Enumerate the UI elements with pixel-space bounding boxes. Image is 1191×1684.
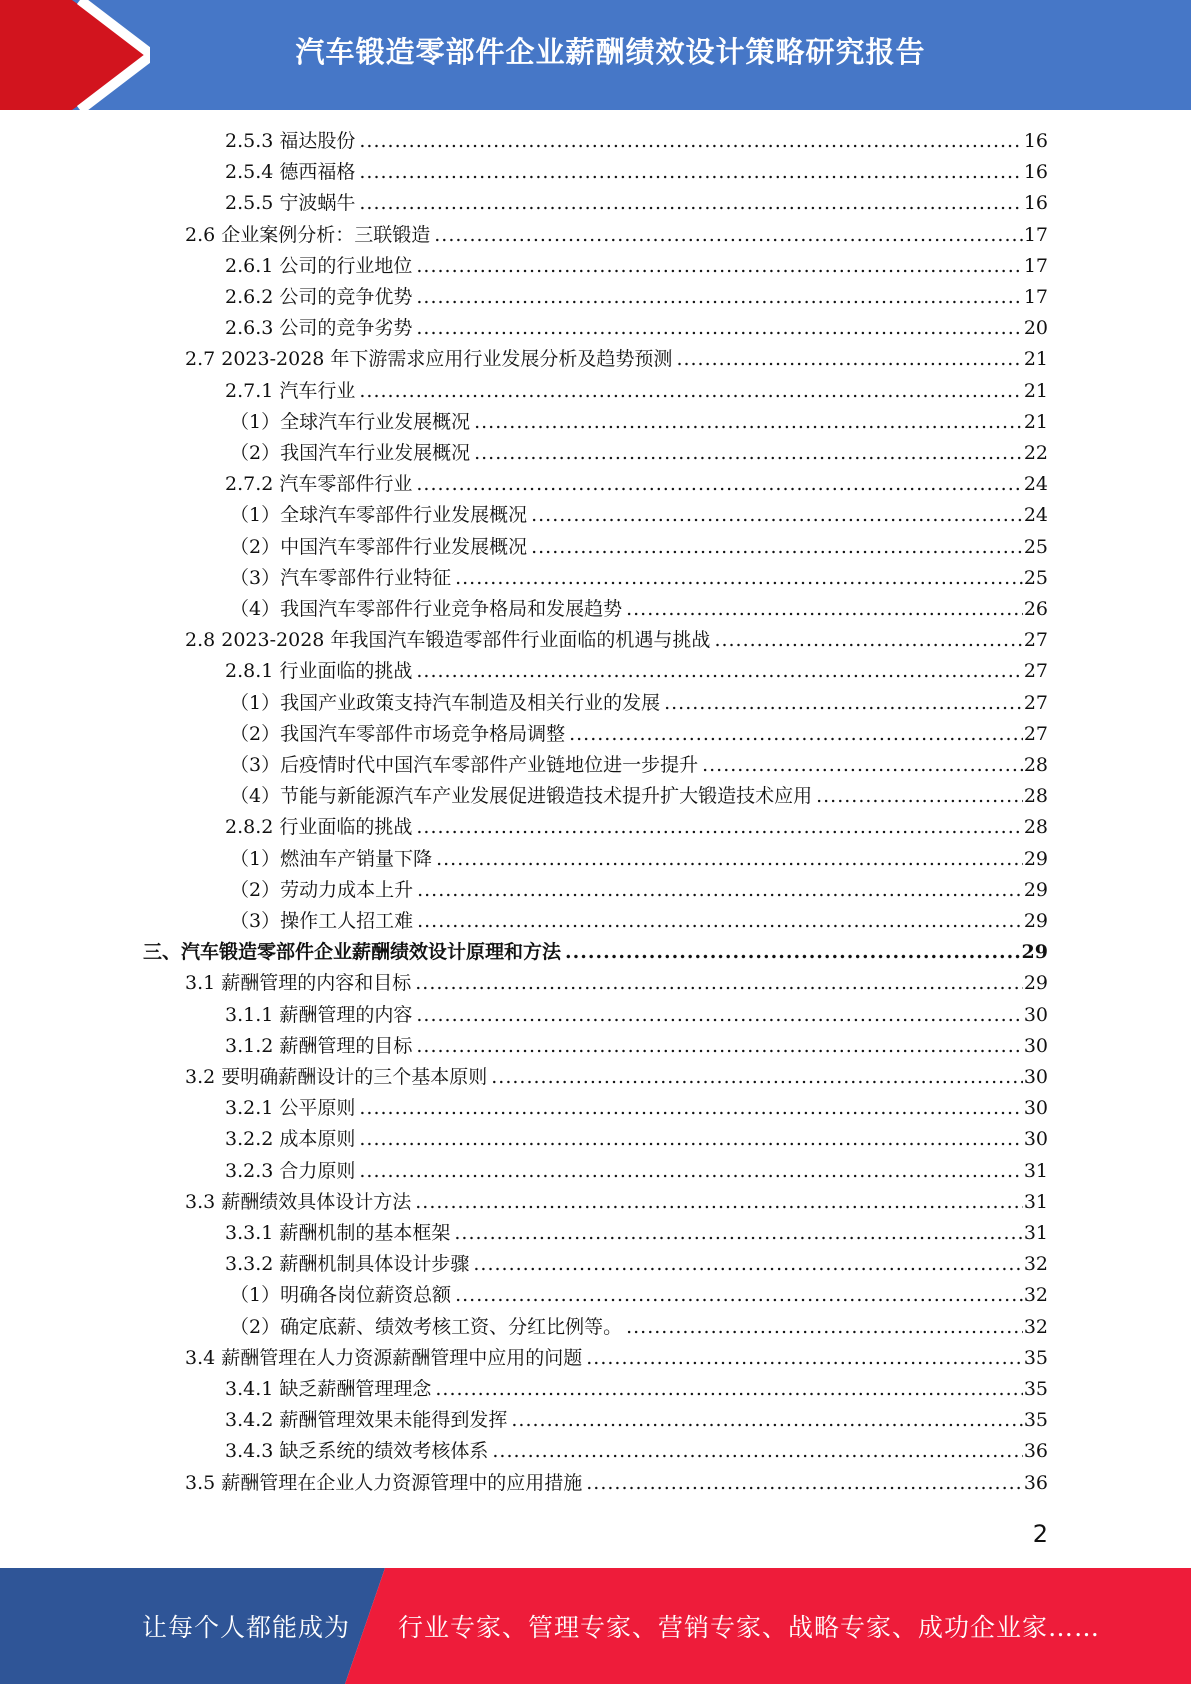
- toc-entry[interactable]: [230, 721, 1048, 747]
- toc-entry-title: 3.3.2 薪酬机制具体设计步骤: [225, 1253, 470, 1276]
- toc-entry-title: 2.8.1 行业面临的挑战: [225, 660, 413, 683]
- toc-dot-leader: [531, 502, 1023, 528]
- page-footer: [0, 1568, 1191, 1684]
- toc-entry-page: 21: [1023, 348, 1048, 371]
- toc-entry[interactable]: [230, 409, 1048, 435]
- toc-dot-leader: [359, 128, 1022, 154]
- toc-entry-title: 3.3.1 薪酬机制的基本框架: [225, 1222, 451, 1244]
- footer-slogan-right: 行业专家、管理专家、营销专家、战略专家、成功企业家……: [398, 1613, 1101, 1642]
- toc-entry[interactable]: [225, 814, 1048, 840]
- toc-entry-title: 2.7 2023-2028 年下游需求应用行业发展分析及趋势预测: [185, 348, 673, 371]
- toc-entry-page: 27: [1023, 691, 1048, 714]
- toc-dot-leader: [569, 721, 1023, 747]
- toc-entry-title: 2.5.4 德西福格: [225, 161, 356, 184]
- toc-entry[interactable]: [225, 159, 1048, 185]
- toc-entry[interactable]: [230, 908, 1048, 934]
- toc-entry-title: （1）明确各岗位薪资总额: [230, 1284, 452, 1307]
- toc-entry[interactable]: [230, 502, 1048, 528]
- toc-entry[interactable]: [225, 1220, 1048, 1246]
- toc-dot-leader: [416, 284, 1022, 310]
- toc-entry[interactable]: [225, 1158, 1048, 1184]
- toc-entry-page: 21: [1023, 410, 1048, 433]
- toc-entry[interactable]: [185, 1064, 1048, 1090]
- toc-entry-title: 2.7.2 汽车零部件行业: [225, 473, 413, 496]
- toc-dot-leader: [586, 1345, 1023, 1371]
- toc-dot-leader: [714, 627, 1022, 653]
- toc-entry-title: 3.4.2 薪酬管理效果未能得到发挥: [225, 1409, 508, 1432]
- toc-entry-page: 36: [1023, 1471, 1048, 1494]
- toc-entry[interactable]: [230, 877, 1048, 903]
- toc-entry-title: 2.5.3 福达股份: [225, 130, 356, 152]
- toc-entry-page: 30: [1023, 1097, 1048, 1120]
- toc-entry-page: 35: [1023, 1378, 1048, 1400]
- toc-entry[interactable]: [185, 627, 1048, 653]
- toc-entry-title: 3.1.1 薪酬管理的内容: [225, 1003, 413, 1026]
- toc-entry-page: 29: [1021, 941, 1048, 964]
- toc-dot-leader: [436, 846, 1023, 872]
- toc-entry-page: 35: [1023, 1409, 1048, 1432]
- toc-entry-title: 三、汽车锻造零部件企业薪酬绩效设计原理和方法: [143, 941, 562, 964]
- toc-entry[interactable]: [230, 534, 1048, 560]
- toc-dot-leader: [416, 253, 1022, 279]
- toc-dot-leader: [664, 690, 1023, 716]
- toc-entry-page: 16: [1023, 161, 1048, 184]
- toc-entry-page: 27: [1023, 629, 1048, 652]
- toc-entry-title: （3）操作工人招工难: [230, 910, 414, 932]
- toc-entry-page: 17: [1023, 254, 1048, 277]
- toc-entry[interactable]: [185, 970, 1048, 996]
- toc-entry-page: 16: [1023, 130, 1048, 152]
- toc-dot-leader: [491, 1064, 1023, 1090]
- toc-entry-title: （2）中国汽车零部件行业发展概况: [230, 535, 528, 558]
- toc-entry-page: 32: [1023, 1284, 1048, 1307]
- toc-entry[interactable]: [185, 222, 1048, 248]
- toc-entry-page: 17: [1023, 223, 1048, 246]
- toc-entry[interactable]: [225, 284, 1048, 310]
- toc-entry[interactable]: [230, 440, 1048, 466]
- toc-dot-leader: [415, 1189, 1023, 1215]
- toc-entry-page: 25: [1023, 566, 1048, 589]
- toc-entry[interactable]: [225, 190, 1048, 216]
- toc-dot-leader: [626, 1314, 1023, 1340]
- toc-dot-leader: [531, 534, 1023, 560]
- toc-entry-title: （1）燃油车产销量下降: [230, 847, 433, 870]
- toc-dot-leader: [417, 908, 1023, 934]
- toc-entry-title: 3.4.3 缺乏系统的绩效考核体系: [225, 1440, 489, 1463]
- toc-dot-leader: [415, 970, 1023, 996]
- toc-entry[interactable]: [225, 1438, 1048, 1464]
- toc-entry-page: 28: [1023, 816, 1048, 839]
- toc-dot-leader: [359, 159, 1022, 185]
- toc-entry[interactable]: [225, 658, 1048, 684]
- toc-dot-leader: [416, 315, 1022, 341]
- toc-entry[interactable]: [185, 346, 1048, 372]
- toc-dot-leader: [586, 1470, 1023, 1496]
- toc-entry-page: 29: [1023, 972, 1048, 995]
- toc-entry-page: 31: [1023, 1159, 1048, 1182]
- toc-entry[interactable]: [225, 1095, 1048, 1121]
- toc-entry[interactable]: [230, 596, 1048, 622]
- toc-entry-page: 31: [1023, 1222, 1048, 1244]
- toc-dot-leader: [474, 440, 1023, 466]
- toc-entry-title: （4）我国汽车零部件行业竞争格局和发展趋势: [230, 598, 623, 620]
- toc-entry-title: 2.8 2023-2028 年我国汽车锻造零部件行业面临的机遇与挑战: [185, 629, 711, 652]
- toc-entry[interactable]: [225, 128, 1048, 154]
- toc-entry-page: 36: [1023, 1440, 1048, 1463]
- toc-entry-page: 30: [1023, 1003, 1048, 1026]
- toc-entry-page: 29: [1023, 910, 1048, 932]
- toc-entry-title: （1）全球汽车零部件行业发展概况: [230, 504, 528, 527]
- toc-entry-title: （3）后疫情时代中国汽车零部件产业链地位进一步提升: [230, 754, 699, 776]
- toc-dot-leader: [626, 596, 1023, 622]
- toc-dot-leader: [676, 346, 1022, 372]
- toc-entry[interactable]: [225, 1407, 1048, 1433]
- report-title: 汽车锻造零部件企业薪酬绩效设计策略研究报告: [295, 34, 926, 69]
- toc-entry-title: （4）节能与新能源汽车产业发展促进锻造技术提升扩大锻造技术应用: [230, 785, 813, 808]
- toc-dot-leader: [359, 378, 1022, 404]
- toc-entry-title: 2.6 企业案例分析：三联锻造: [185, 223, 431, 246]
- toc-entry-page: 16: [1023, 192, 1048, 215]
- toc-entry[interactable]: [225, 1376, 1048, 1402]
- toc-dot-leader: [565, 939, 1021, 965]
- toc-entry[interactable]: [185, 1189, 1048, 1215]
- header-arrow-decoration: [0, 0, 150, 110]
- toc-entry[interactable]: [225, 1002, 1048, 1028]
- toc-entry-page: 32: [1023, 1253, 1048, 1276]
- toc-entry-page: 30: [1023, 1066, 1048, 1088]
- toc-entry-title: 2.6.2 公司的竞争优势: [225, 286, 413, 308]
- toc-entry-title: 3.2 要明确薪酬设计的三个基本原则: [185, 1066, 488, 1088]
- toc-dot-leader: [416, 658, 1022, 684]
- toc-entry[interactable]: [143, 939, 1048, 965]
- toc-dot-leader: [417, 877, 1023, 903]
- toc-entry-page: 28: [1023, 785, 1048, 808]
- toc-entry[interactable]: [230, 783, 1048, 809]
- toc-entry[interactable]: [230, 690, 1048, 716]
- toc-entry[interactable]: [230, 1282, 1048, 1308]
- page-number: 2: [1032, 1520, 1048, 1548]
- toc-entry-title: （2）我国汽车行业发展概况: [230, 442, 471, 464]
- toc-dot-leader: [359, 1095, 1022, 1121]
- toc-entry-title: 3.2.2 成本原则: [225, 1128, 356, 1151]
- toc-entry-title: 3.2.3 合力原则: [225, 1159, 356, 1182]
- toc-entry-page: 29: [1023, 878, 1048, 901]
- toc-entry-title: 3.5 薪酬管理在企业人力资源管理中的应用措施: [185, 1471, 583, 1494]
- toc-entry[interactable]: [225, 378, 1048, 404]
- toc-dot-leader: [455, 1282, 1023, 1308]
- toc-entry-title: 3.1 薪酬管理的内容和目标: [185, 972, 412, 995]
- toc-dot-leader: [435, 1376, 1022, 1402]
- toc-dot-leader: [359, 190, 1022, 216]
- toc-dot-leader: [359, 1158, 1022, 1184]
- toc-entry-title: （2）确定底薪、绩效考核工资、分红比例等。: [230, 1315, 623, 1338]
- toc-entry[interactable]: [185, 1470, 1048, 1496]
- toc-entry[interactable]: [225, 253, 1048, 279]
- toc-entry-page: 27: [1023, 660, 1048, 683]
- toc-entry[interactable]: [225, 471, 1048, 497]
- toc-entry-title: 2.5.5 宁波蜗牛: [225, 192, 356, 215]
- toc-entry-title: 3.3 薪酬绩效具体设计方法: [185, 1190, 412, 1213]
- toc-entry-page: 30: [1023, 1128, 1048, 1151]
- toc-dot-leader: [816, 783, 1023, 809]
- toc-entry-page: 20: [1023, 317, 1048, 340]
- toc-entry-page: 29: [1023, 847, 1048, 870]
- toc-entry[interactable]: [225, 1126, 1048, 1152]
- toc-entry-title: 2.8.2 行业面临的挑战: [225, 816, 413, 839]
- toc-entry-page: 28: [1023, 754, 1048, 776]
- toc-entry-title: 2.7.1 汽车行业: [225, 379, 356, 402]
- toc-entry[interactable]: [225, 315, 1048, 341]
- toc-dot-leader: [416, 814, 1022, 840]
- toc-entry-page: 35: [1023, 1346, 1048, 1369]
- toc-entry-page: 21: [1023, 379, 1048, 402]
- toc-dot-leader: [359, 1126, 1022, 1152]
- toc-entry-title: 2.6.1 公司的行业地位: [225, 254, 413, 277]
- toc-entry-title: 3.1.2 薪酬管理的目标: [225, 1034, 413, 1057]
- toc-entry[interactable]: [230, 752, 1048, 778]
- toc-entry-title: 3.2.1 公平原则: [225, 1097, 356, 1120]
- toc-dot-leader: [474, 409, 1023, 435]
- toc-dot-leader: [702, 752, 1023, 778]
- toc-entry-title: （3）汽车零部件行业特征: [230, 566, 452, 589]
- toc-dot-leader: [434, 222, 1023, 248]
- toc-entry[interactable]: [225, 1251, 1048, 1277]
- toc-entry-title: （1）我国产业政策支持汽车制造及相关行业的发展: [230, 691, 661, 714]
- toc-entry[interactable]: [225, 1033, 1048, 1059]
- header-red-arrow: [0, 0, 150, 110]
- toc-entry[interactable]: [230, 846, 1048, 872]
- toc-entry-page: 31: [1023, 1190, 1048, 1213]
- toc-entry-title: 3.4.1 缺乏薪酬管理理念: [225, 1378, 432, 1400]
- toc-entry-page: 26: [1023, 598, 1048, 620]
- toc-entry[interactable]: [185, 1345, 1048, 1371]
- toc-entry-title: （2）我国汽车零部件市场竞争格局调整: [230, 722, 566, 745]
- toc-dot-leader: [416, 1002, 1022, 1028]
- toc-dot-leader: [455, 565, 1023, 591]
- toc-entry-page: 17: [1023, 286, 1048, 308]
- toc-dot-leader: [454, 1220, 1022, 1246]
- toc-dot-leader: [492, 1438, 1022, 1464]
- toc-entry-title: 2.6.3 公司的竞争劣势: [225, 317, 413, 340]
- toc-entry-page: 22: [1023, 442, 1048, 464]
- toc-entry-page: 30: [1023, 1034, 1048, 1057]
- toc-entry-page: 32: [1023, 1315, 1048, 1338]
- toc-entry[interactable]: [230, 565, 1048, 591]
- page-header: [0, 0, 1191, 110]
- toc-dot-leader: [416, 471, 1022, 497]
- toc-entry-page: 25: [1023, 535, 1048, 558]
- footer-slogan-left: 让每个人都能成为: [142, 1613, 351, 1642]
- toc-entry-page: 24: [1023, 504, 1048, 527]
- toc-entry-title: 3.4 薪酬管理在人力资源薪酬管理中应用的问题: [185, 1346, 583, 1369]
- toc-entry-page: 27: [1023, 722, 1048, 745]
- toc-dot-leader: [473, 1251, 1022, 1277]
- toc-entry[interactable]: [230, 1314, 1048, 1340]
- toc-entry-title: （1）全球汽车行业发展概况: [230, 410, 471, 433]
- toc-dot-leader: [416, 1033, 1022, 1059]
- toc-entry-title: （2）劳动力成本上升: [230, 878, 414, 901]
- toc-entry-page: 24: [1023, 473, 1048, 496]
- toc-dot-leader: [511, 1407, 1022, 1433]
